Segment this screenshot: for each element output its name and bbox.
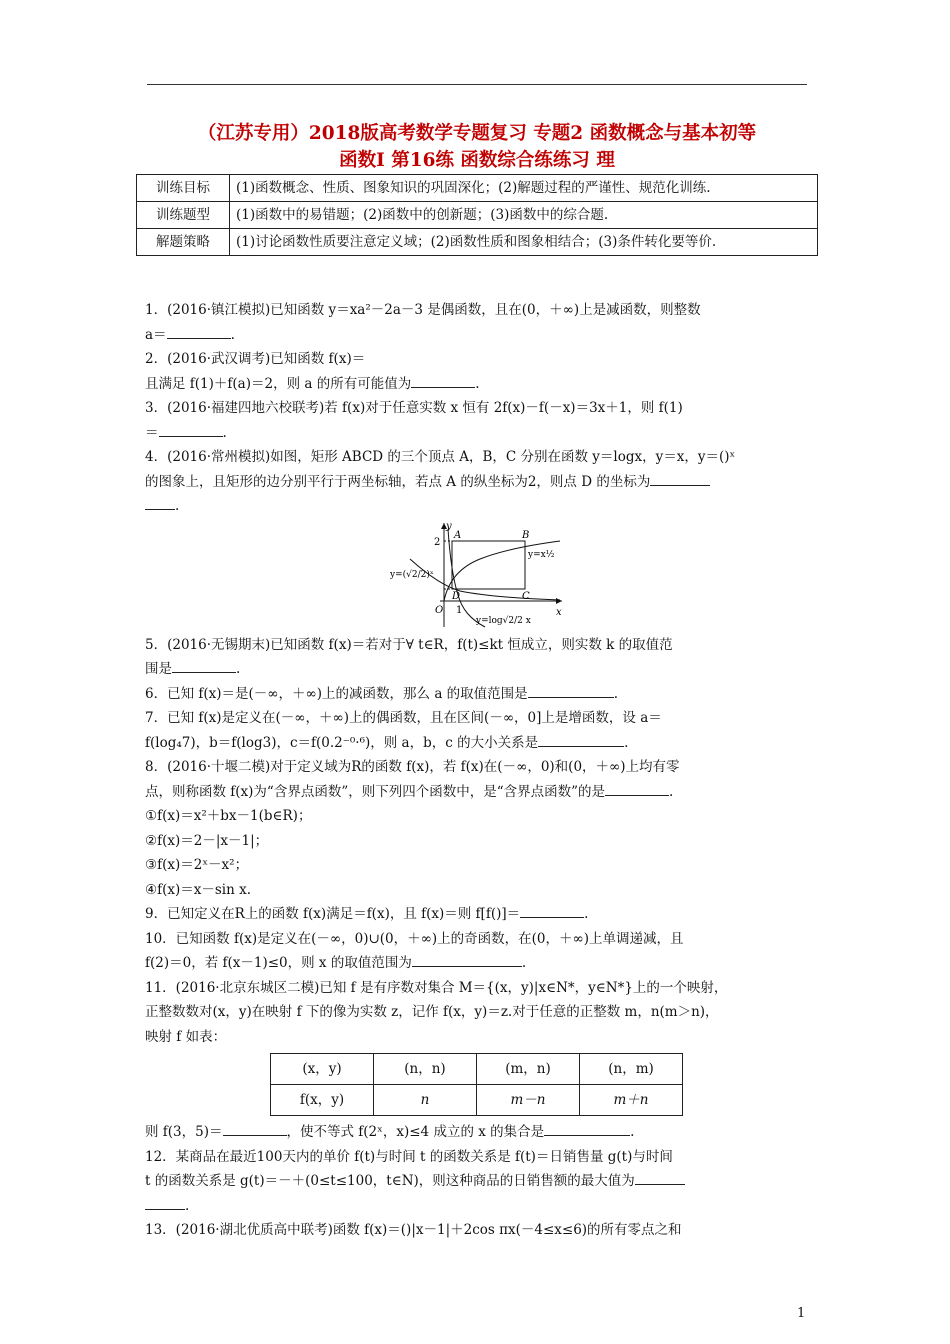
q12-line2 [145,1169,809,1194]
q11-text-2: ，使不等式 f(2ˣ，x)≤4 成立的 x 的集合是 [286,1124,545,1140]
answer-blank [172,658,236,673]
origin-label: O [435,604,444,616]
q11-line3: 映射 f 如表： [145,1028,227,1045]
point-b-label: B [522,529,530,541]
answer-blank [650,471,710,486]
table-row [271,1054,683,1085]
point-c-label: C [522,590,530,602]
q1-line1: 1．(2016·镇江模拟)已知函数 y＝xa²－2a－3 是偶函数，且在(0，＋∞)上是减函数，则整数 [145,302,701,318]
row-content: (1)讨论函数性质要注意定义域；(2)函数性质和图象相结合；(3)条件转化要等价. [230,229,818,256]
q1-line2 [145,323,809,348]
answer-blank [528,683,614,698]
answer-blank [520,903,584,918]
q4-text: 的图象上，且矩形的边分别平行于两坐标轴，若点 A 的纵坐标为2，则点 D 的坐标为 [145,473,651,490]
table-row [137,202,818,229]
q11-line4 [145,1120,809,1145]
q8-end: . [669,783,674,800]
q4-end: . [175,498,180,514]
answer-blank [635,1170,685,1185]
sqrt-curve-label: y=x½ [528,549,555,560]
answer-blank [412,952,522,967]
q11-end: . [630,1124,635,1140]
training-info-table [136,174,818,256]
q6-line [145,682,809,707]
row-content: (1)函数中的易错题；(2)函数中的创新题；(3)函数中的综合题. [230,202,818,229]
header-rule [147,84,807,85]
q2-line1: 2．(2016·武汉调考)已知函数 f(x)＝ [145,351,366,367]
answer-blank [159,422,223,437]
row-label: 训练题型 [137,202,230,229]
q10-line1: 10．已知函数 f(x)是定义在(－∞，0)∪(0，＋∞)上的奇函数，在(0，＋∞)上单调递减，且 [145,930,684,947]
q4-line2 [145,470,809,495]
q12-text: t 的函数关系是 g(t)＝－＋(0≤t≤100，t∈N)，则这种商品的日销售额的最大值为 [145,1173,635,1189]
row-label: 训练目标 [137,175,230,202]
table-cell: (m，n) [477,1054,580,1085]
q3-line1: 3．(2016·福建四地六校联考)若 f(x)对于任意实数 x 恒有 2f(x)－f(－x)＝3x＋1，则 f(1) [145,400,683,416]
q9-line [145,902,809,927]
title-line-1: （江苏专用）2018版高考数学专题复习 专题2 函数概念与基本初等 [197,123,757,144]
q6-text: 6．已知 f(x)＝是(－∞，＋∞)上的减函数，那么 a 的取值范围是 [145,685,528,702]
q10-text: f(2)＝0，若 f(x－1)≤0，则 x 的取值范围为 [145,955,412,971]
q5-end: . [236,661,241,677]
q5-line2 [145,657,809,682]
q5-line1: 5．(2016·无锡期末)已知函数 f(x)＝若对于∀ t∈R，f(t)≤kt 恒成立，则实数 k 的取值范 [145,636,673,653]
document-title [140,120,814,174]
figure-container [145,519,809,633]
table-cell: n [374,1085,477,1116]
q10-line2 [145,951,809,976]
x-axis-arrow [556,598,562,604]
q8-option-1: ①f(x)＝x²＋bx－1(b∈R)； [145,808,312,824]
q11-line1: 11．(2016·北京东城区二模)已知 f 是有序数对集合 M＝{(x，y)|x∈N*，y∈N*}上的一个映射， [145,979,728,996]
table-row [271,1085,683,1116]
q8-text: 点，则称函数 f(x)为“含界点函数”，则下列四个函数中，是“含界点函数”的是 [145,783,606,800]
q10-end: . [521,955,527,971]
y-label: y [446,520,452,532]
exp-curve-label: y=(√2/2)ˣ [390,569,434,580]
point-a-label: A [454,529,462,541]
q8-line1: 8．(2016·十堰二模)对于定义域为R的函数 f(x)，若 f(x)在(－∞，0)和(0，＋∞)上均有零 [145,759,680,775]
q5-prefix: 围是 [145,661,172,677]
q4-line3 [145,494,809,519]
answer-blank [605,781,669,796]
rectangle-function-graph [390,519,570,633]
q11-line2: 正整数数对(x，y)在映射 f 下的像为实数 z，记作 f(x，y)＝z.对于任意的正整数 m，n(m＞n)， [145,1004,719,1020]
rectangle-abcd [452,541,525,589]
problem-list [145,298,809,1243]
log-curve [448,529,485,627]
q12-end: . [185,1197,190,1214]
q8-line2 [145,780,809,805]
q9-text: 9．已知定义在R上的函数 f(x)满足＝f(x)，且 f(x)＝则 f[f()]＝ [145,906,521,922]
answer-blank [538,732,624,747]
q8-option-3: ③f(x)＝2ˣ－x²； [145,857,249,873]
q1-end: . [230,326,235,343]
q7-line2 [145,731,809,756]
q6-end: . [613,685,618,702]
x-label: x [556,606,562,618]
table-cell: (n，m) [580,1054,683,1085]
q3-prefix: ＝ [145,424,159,441]
q9-end: . [584,906,589,922]
table-cell: (x，y) [271,1054,374,1085]
q7-text: f(log₄7)，b＝f(log3)，c＝f(0.2⁻⁰·⁶)，则 a，b，c 的大小关系是 [145,734,539,751]
q8-option-4: ④f(x)＝x－sin x. [145,881,251,898]
mapping-table [270,1053,683,1116]
table-cell: m＋n [580,1085,683,1116]
table-row [137,175,818,202]
table-cell: m－n [477,1085,580,1116]
q2-end: . [475,375,480,392]
q12-line1: 12．某商品在最近100天内的单价 f(t)与时间 t 的函数关系是 f(t)＝日销售量 g(t)与时间 [145,1148,673,1165]
page-number: 1 [797,1306,806,1321]
answer-blank [145,1195,185,1210]
q4-line1: 4．(2016·常州模拟)如图，矩形 ABCD 的三个顶点 A，B，C 分别在函数 y＝logx，y＝x，y＝()ˣ [145,449,736,465]
q13-line1: 13．(2016·湖北优质高中联考)函数 f(x)＝()|x－1|＋2cos πx(－4≤x≤6)的所有零点之和 [145,1222,682,1238]
row-content: (1)函数概念、性质、图象知识的巩固深化；(2)解题过程的严谨性、规范化训练. [230,175,818,202]
answer-blank [145,495,175,510]
point-d-label: D [452,590,461,602]
q7-end: . [624,734,629,751]
q2-line2 [145,372,809,397]
table-cell: (n，n) [374,1054,477,1085]
row-label: 解题策略 [137,229,230,256]
log-curve-label: y=log√2/2 x [476,615,531,626]
answer-blank [167,324,231,339]
q11-text-1: 则 f(3，5)＝ [145,1124,223,1140]
q8-option-2: ②f(x)＝2－|x－1|； [145,832,269,849]
answer-blank [544,1121,630,1136]
answer-blank [411,373,475,388]
table-row [137,229,818,256]
table-cell: f(x，y) [271,1085,374,1116]
q3-line2 [145,421,809,446]
tick-1-label: 1 [456,604,463,616]
q12-line3 [145,1194,809,1219]
title-line-2: 函数Ⅰ 第16练 函数综合练练习 理 [339,150,615,171]
q7-line1: 7．已知 f(x)是定义在(－∞，＋∞)上的偶函数，且在区间(－∞，0]上是增函数，设 a＝ [145,710,662,726]
answer-blank [223,1121,287,1136]
q2-text: 且满足 f(1)＋f(a)＝2，则 a 的所有可能值为 [145,375,412,392]
q1-prefix: a＝ [145,326,167,343]
tick-2-label: 2 [434,536,441,548]
q3-end: . [222,424,227,441]
